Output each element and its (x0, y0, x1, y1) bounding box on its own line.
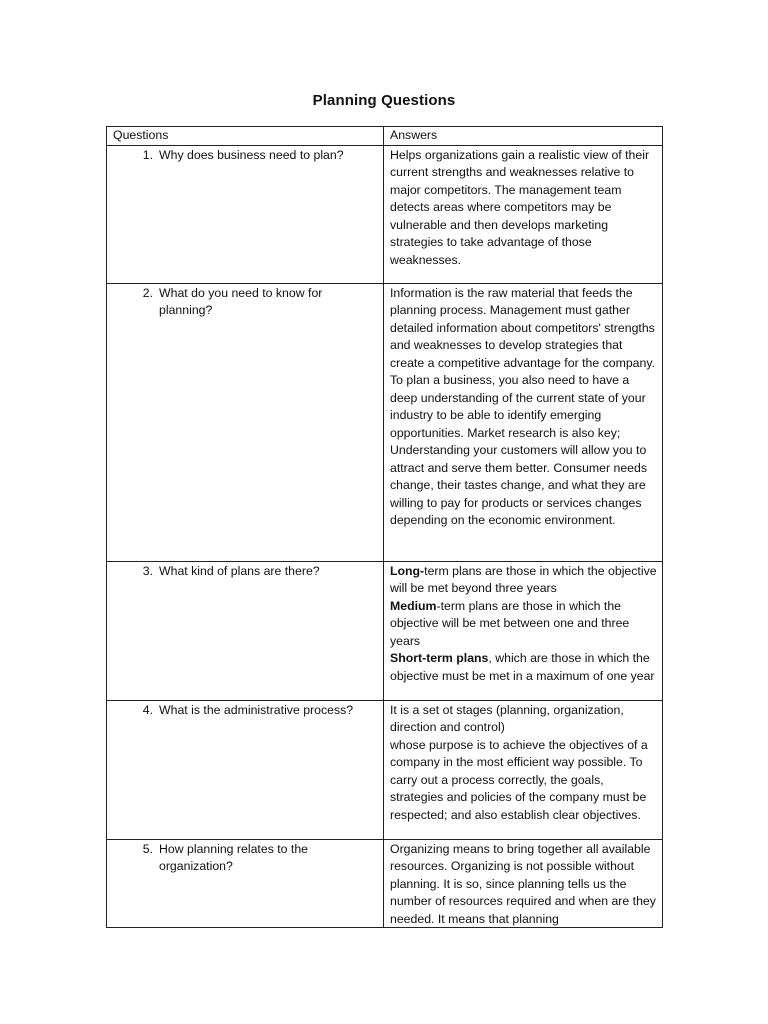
answer-cell (384, 283, 663, 561)
question-text: What kind of plans are there? (159, 563, 320, 578)
answer-cell (384, 700, 663, 839)
answer-text: Information is the raw material that feeds the planning process. Management must gather detailed information about competitors' strengths and weaknesses to develop strategies that create a competitive advantage for the company. To plan a business, you also need to have a deep understanding of the current state of your industry to be able to identify emerging opportunities. Market research is also key; Understanding your customers will allow you to attract and serve them better. Consumer needs change, their tastes change, and what they are willing to pay for products or services changes depending on the economic environment. (390, 285, 655, 527)
question-text: What is the administrative process? (159, 702, 354, 717)
answer-cell (384, 561, 663, 700)
page-title: Planning Questions (312, 92, 456, 109)
question-cell (107, 283, 384, 561)
question-number: 1. (142, 147, 153, 162)
question-text: How planning relates to the organization? (159, 841, 309, 873)
answer-rest: , which are those in which the objective must be met in a maximum of one year (390, 651, 655, 683)
table-row (107, 561, 663, 700)
question-cell (107, 561, 384, 700)
answer-paragraph-short-term (390, 650, 658, 685)
question-text: Why does business need to plan? (159, 147, 344, 162)
table-row (107, 283, 663, 561)
answer-text (390, 562, 658, 686)
answer-text: Helps organizations gain a realistic view of their current strengths and weaknesses relative to major competitors. The management team detects areas where competitors may be vulnerable and then develops marketing strategies to take advantage of those weaknesses. (390, 147, 650, 267)
answer-text (390, 701, 658, 825)
question-number: 4. (142, 702, 153, 717)
question-cell (107, 700, 384, 839)
answer-bold-term: Medium (390, 598, 437, 613)
table-row (107, 145, 663, 283)
answer-text: Organizing means to bring together all available resources. Organizing is not possible without planning. It is so, since planning tells us the number of resources required and when are they needed. It means that planning (390, 841, 656, 926)
answer-cell (384, 145, 663, 283)
column-header-questions: Questions (107, 127, 384, 146)
table-row (107, 700, 663, 839)
answer-bold-term: Long- (390, 563, 425, 578)
answer-rest: term plans are those in which the objective will be met beyond three years (390, 563, 657, 595)
table-row (107, 839, 663, 927)
answer-rest: -term plans are those in which the objective will be met between one and three years (390, 598, 630, 648)
answer-paragraph: whose purpose is to achieve the objectives of a company in the most efficient way possible. To carry out a process correctly, the goals, strategies and policies of the company must be respected; and also establish clear objectives. (390, 737, 648, 822)
answer-cell (384, 839, 663, 927)
table-header-row (107, 127, 663, 146)
answer-bold-term: Short-term plans (390, 651, 489, 665)
question-text: What do you need to know for planning? (159, 285, 323, 317)
question-cell (107, 145, 384, 283)
answer-paragraph: It is a set ot stages (planning, organization, direction and control) (390, 702, 624, 734)
question-number: 3. (142, 563, 153, 578)
planning-questions-table (106, 126, 663, 928)
column-header-answers: Answers (384, 127, 663, 146)
answer-paragraph-medium-term (390, 598, 658, 651)
question-number: 2. (142, 285, 153, 300)
question-number: 5. (142, 841, 153, 856)
answer-paragraph-long-term (390, 563, 658, 598)
question-cell (107, 839, 384, 927)
